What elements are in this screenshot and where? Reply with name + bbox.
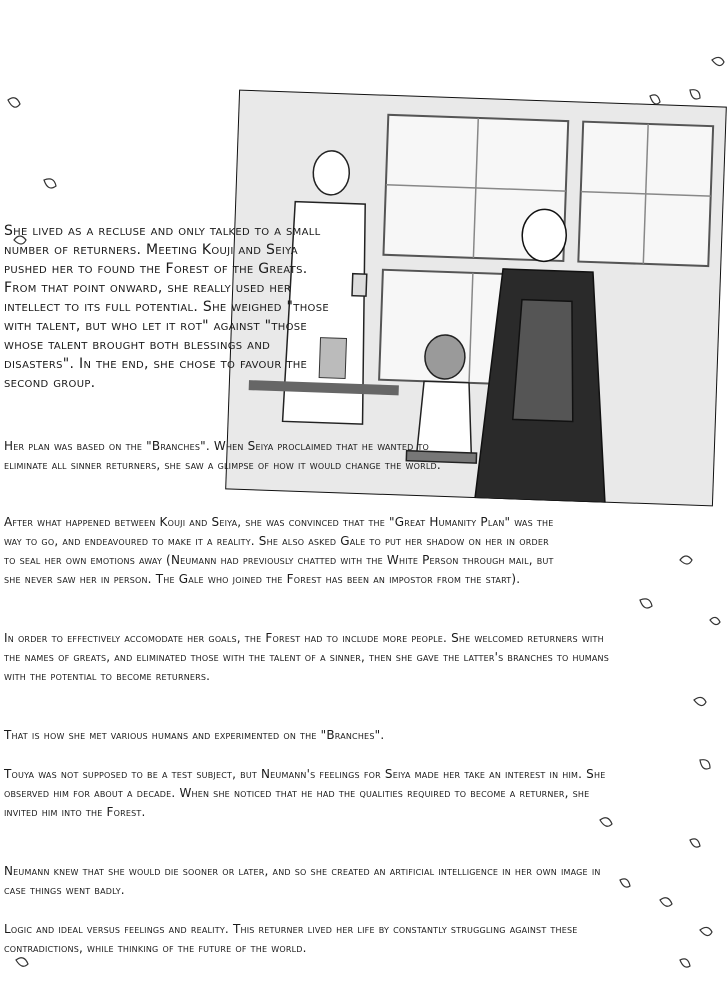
paragraph-7 bbox=[4, 920, 654, 958]
paragraph-text: Her plan was based on the "Branches". When Seiya proclaimed that he wanted to eliminate all sinner returners, she saw a glimpse of how it would change the world. bbox=[4, 439, 441, 472]
paragraph-text: Neumann knew that she would die sooner or later, and so she created an artificial intelligence in her own image in case things went badly. bbox=[4, 864, 601, 897]
intro-paragraph bbox=[4, 222, 344, 393]
paragraph-text: In order to effectively accomodate her goals, the Forest had to include more people. She welcomed returners with the names of greats, and eliminated those with the talent of a sinner, then she gave the latter's branches to humans with the potential to become returners. bbox=[4, 631, 610, 683]
paragraph-text: That is how she met various humans and experimented on the "Branches". bbox=[4, 728, 385, 742]
paragraph-1 bbox=[4, 437, 454, 475]
paragraph-6 bbox=[4, 862, 624, 900]
intro-text: She lived as a recluse and only talked to a small number of returners. Meeting Kouji and Seiya pushed her to found the Forest of the Greats. From that point onward, she really used her intellect to its full potential. She weighed "those with talent, but who let it rot" against "those whose talent brought both blessings and disasters". In the end, she chose to favour the second group. bbox=[4, 223, 329, 391]
paragraph-4 bbox=[4, 726, 724, 745]
paragraph-3 bbox=[4, 629, 624, 686]
paragraph-2 bbox=[4, 513, 564, 589]
paragraph-text: Touya was not supposed to be a test subject, but Neumann's feelings for Seiya made her take an interest in him. She observed him for about a decade. When she noticed that he had the qualities required to become a returner, she invited him into the Forest. bbox=[4, 767, 606, 819]
paragraph-text: Logic and ideal versus feelings and reality. This returner lived her life by constantly struggling against these contradictions, while thinking of the future of the world. bbox=[4, 922, 578, 955]
paragraph-5 bbox=[4, 765, 624, 822]
paragraph-text: After what happened between Kouji and Seiya, she was convinced that the "Great Humanity Plan" was the way to go, and endeavoured to make it a reality. She also asked Gale to put her shadow on her in order to seal her own emotions away (Neumann had previously chatted with the White Person through mail, but she never saw her in person. The Gale who joined the Forest has been an impostor from the start). bbox=[4, 515, 554, 586]
